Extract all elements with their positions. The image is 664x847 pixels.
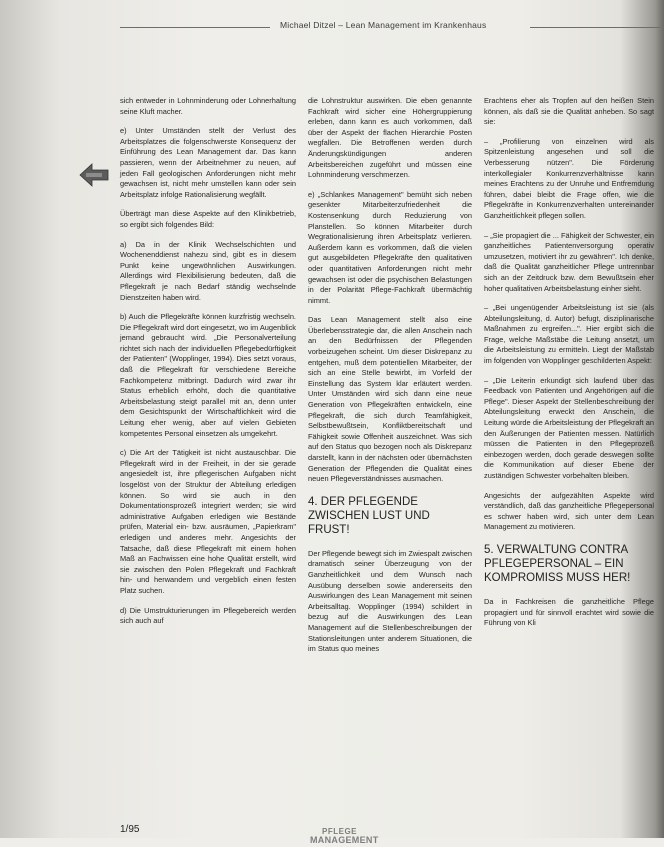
logo-line-2: MANAGEMENT — [310, 835, 379, 845]
paragraph: d) Die Umstrukturierungen im Pflegebereich werden sich auch auf — [120, 605, 296, 626]
paragraph: c) Die Art der Tätigkeit ist nicht austauschbar. Die Pflegekraft wird in der Freiheit, in der sie gerade angesiedelt ist, ihre pflegerischen Aufgaben nicht losgelöst von der Struktur der Abteilung erledigen können. So wird sie auch in den Dokumentationsprozeß integriert werden; sie wird administrative Aufgaben erledigen wie Bestände prüfen, Material ein- bzw. ausräumen, „Papierkram" erledigen und anderes mehr. Angesichts der Tatsache, daß diese Pflegekraft mit einem hohen Maß an Fachwissen eine hohe Qualität erstellt, wird sie zwischen den Polen Pflegekraft und Fachkraft hin- und herwandern und vergeblich einen festen Platz suchen. — [120, 448, 296, 595]
section-heading-5: 5. VERWALTUNG CONTRA PFLEGEPERSONAL – EIN KOMPROMISS MUSS HER! — [484, 543, 631, 584]
text-column-1 — [120, 96, 296, 636]
section-heading-4: 4. DER PFLEGENDE ZWISCHEN LUST UND FRUST! — [308, 495, 430, 536]
paragraph: e) „Schlankes Management" bemüht sich neben gesenkter Mitarbeiterzufriedenheit die Kostensenkung durch Reduzierung von Planstellen. So können Mitarbeiter durch Wegrationalisierung ihren Arbeitsplatz verlieren. Außerdem kann es vorkommen, daß die vielen gut ausgebildeten Pflegekräfte den qualitativen oder quantitativen Anforderungen nicht mehr gewachsen ist oder die psychischen Belastungen in der Polarität Pflege-Fachkraft übermächtig nimmt. — [308, 189, 472, 305]
paragraph: Der Pflegende bewegt sich im Zwiespalt zwischen dramatisch seiner Überzeugung von der Ganzheitlichkeit und dem Wunsch nach Ausübung derselben sowie andererseits den Auswirkungen des Lean Management mit seinen Arbeitsalltag. Wopplinger (1994) schildert in bezug auf die Auswirkungen des Lean Management auf die Stellenbeschreibungen der Stationsleitungen unter anderem Situationen, die im Status quo meines — [308, 548, 472, 654]
running-header — [120, 20, 660, 34]
paragraph: die Lohnstruktur auswirken. Die eben genannte Fachkraft wird sicher eine Höhergruppierung erleben, dann kann es auch vorkommen, daß über der Aspekt der flachen Hierarchie Posten wegfallen. Die Betroffenen werden durch Änderungskündigungen anderen Arbeitsbereichen zugeführt und müssen eine Lohnminderung verschmerzen. — [308, 96, 472, 180]
paragraph: Überträgt man diese Aspekte auf den Klinikbetrieb, so ergibt sich folgendes Bild: — [120, 209, 296, 229]
paragraph: Erachtens eher als Tropfen auf den heißen Stein können, als daß sie die Qualität anheben. So sagt sie: — [484, 96, 654, 127]
paragraph: e) Unter Umständen stellt der Verlust des Arbeitsplatzes die folgenschwerste Konsequenz der Einführung des Lean Management dar. Das kann passieren, wenn der Arbeitnehmer zu neuen, auf jeden Fall geologischen Anforderungen nicht mehr gewachsen ist, nicht mehr umstellen kann oder sein Arbeitsplatz infolge Rationalisierung wegfällt. — [120, 126, 296, 199]
header-rule-right — [530, 27, 660, 28]
header-title: Michael Ditzel – Lean Management im Krankenhaus — [280, 20, 487, 30]
paragraph: a) Da in der Klinik Wechselschichten und Wochenenddienst nahezu sind, gibt es in diesem Punkt keine ungewöhnlichen Auswirkungen. Allerdings wird Flexibilisierung bedeuten, daß die Pflegekraft je nach Bedarf ständig wechselnde Dienstzeiten haben wird. — [120, 239, 296, 302]
text-column-2 — [308, 96, 472, 664]
page-number: 1/95 — [120, 824, 140, 835]
paragraph: sich entweder in Lohnminderung oder Lohnerhaltung seine Kluft macher. — [120, 96, 296, 116]
paragraph: Angesichts der aufgezählten Aspekte wird verständlich, daß das ganzheitliche Pflegepersonal es schwer haben wird, sich unter dem Lean Management zu motivieren. — [484, 490, 654, 532]
logo-line-1: PFLEGE — [322, 827, 358, 836]
journal-logo — [310, 827, 420, 845]
paragraph: – „Sie propagiert die ... Fähigkeit der Schwester, ein ganzheitliches Patientenversorgung operativ umzusetzen, motiviert ihr zu gewähren". Ich denke, daß die Qualität ganzheitlicher Pflege untrennbar sich an der Zeitdruck bzw. dem Bewußtsein eher hoher qualitativen Arbeitsbelastung einher sieht. — [484, 230, 654, 293]
paragraph: – „Die Leiterin erkundigt sich laufend über das Feedback von Patienten und Angehörigen auf die Pflege". Dieser Aspekt der Stellenbeschreibung der Abteilungsleitung erweckt den Anschein, die Leitung würde die Arbeitsleistung der Pflegekraft an den Äußerungen der Patienten messen. Natürlich müssen die Patienten in den Pflegeprozeß einbezogen werden, doch gerade deswegen sollte die Kommunikation auf dieser Ebene der zuständigen Schwester vorbehalten bleiben. — [484, 375, 654, 480]
margin-arrow-icon — [78, 160, 110, 190]
paragraph: Da in Fachkreisen die ganzheitliche Pflege propagiert und für sinnvoll erachtet wird sowie die Führung von Kli — [484, 596, 654, 628]
header-rule-left — [120, 27, 270, 28]
paragraph: – „Bei ungenügender Arbeitsleistung ist sie (als Abteilungsleitung, d. Autor) befugt, disziplinarische Maßnahmen zu ergreifen...". Hier ergibt sich die Frage, welche Maßstäbe die Leitung ansetzt, um die Arbeitsleistung zu ermitteln. Liegt der Maßstab im folgenden von Wopplinger geschilderten Aspekt: — [484, 303, 654, 366]
text-column-3 — [484, 96, 654, 638]
paragraph: b) Auch die Pflegekräfte können kurzfristig wechseln. Die Pflegekraft wird dort eingesetzt, wo im Augenblick jemand gebraucht wird. „Die Personalverteilung richtet sich nach der individuellen Pflegebedürftigkeit der Patienten" (Wopplinger, 1994). Dies setzt voraus, daß die Pflegekraft für verschiedene Bereiche Fachkompetenz mitbringt. Dadurch wird zwar ihr Status erheblich erhöht, doch die quantitative Arbeitsbelastung steigt parallel mit an, denn unter dem Gesichtspunkt der Wirtschaftlichkeit wird die Leitung eher wenig, aber auf vielen Gebieten kompetentes Personal einsetzen als umgekehrt. — [120, 312, 296, 438]
paragraph: Das Lean Management stellt also eine Überlebensstrategie dar, die allen Anschein nach an den Bedürfnissen der Pflegenden vorbeizugehen scheint. Um dieser Diskrepanz zu entgehen, muß dem potentiellen Mitarbeiter, der sich an eine Stelle bewirbt, im Vorfeld der Einstellung das System klar erläutert werden. Unter Umständen wird sich dann eine neue Generation von Pflegekräften entwickeln, eine Pflegekraft, die sich durch Teamfähigkeit, Selbstbewußtsein, Konfliktbereitschaft und Fähigkeit sowie Offenheit auszeichnet. Was sich auf den Status quo bezogen noch als Diskrepanz darstellt, kann in der nächsten oder übernächsten Generation der Pflegenden die Qualität eines neuen Pflegeverständnisses ausmachen. — [308, 315, 472, 484]
paragraph: – „Profilierung von einzelnen wird als Spitzenleistung angesehen und soll die Verbesserung nützen". Die Förderung interkollegialer Konkurrenzverhältnisse kann meines Erachtens zu der Unruhe und Entfremdung führen, dabei bleibt die Frage offen, wie die Pflegekräfte in Konkurrenzverhalten untereinander Ganzheitlichkeit pflegen sollen. — [484, 136, 654, 220]
